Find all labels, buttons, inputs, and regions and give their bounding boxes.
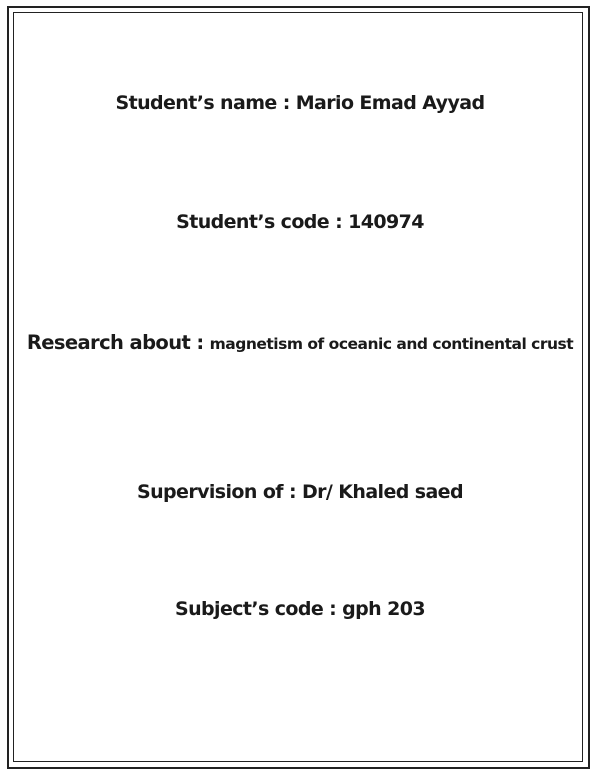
student-name-line — [0, 92, 600, 114]
supervision-value: Dr/ Khaled saed — [301, 481, 463, 503]
subject-code-label: Subject’s code : — [175, 598, 337, 620]
research-label: Research about : — [26, 331, 204, 354]
subject-code-line — [0, 598, 600, 620]
student-name-value: Mario Emad Ayyad — [295, 92, 485, 114]
student-name-label: Student’s name : — [115, 92, 290, 114]
page-border-inner — [13, 12, 583, 762]
student-code-line — [0, 211, 600, 233]
subject-code-value: gph 203 — [342, 598, 425, 620]
research-line — [0, 331, 600, 354]
research-value: magnetism of oceanic and continental crust — [209, 335, 574, 353]
student-code-value: 140974 — [348, 211, 424, 233]
supervision-label: Supervision of : — [137, 481, 296, 503]
student-code-label: Student’s code : — [176, 211, 343, 233]
supervision-line — [0, 481, 600, 503]
